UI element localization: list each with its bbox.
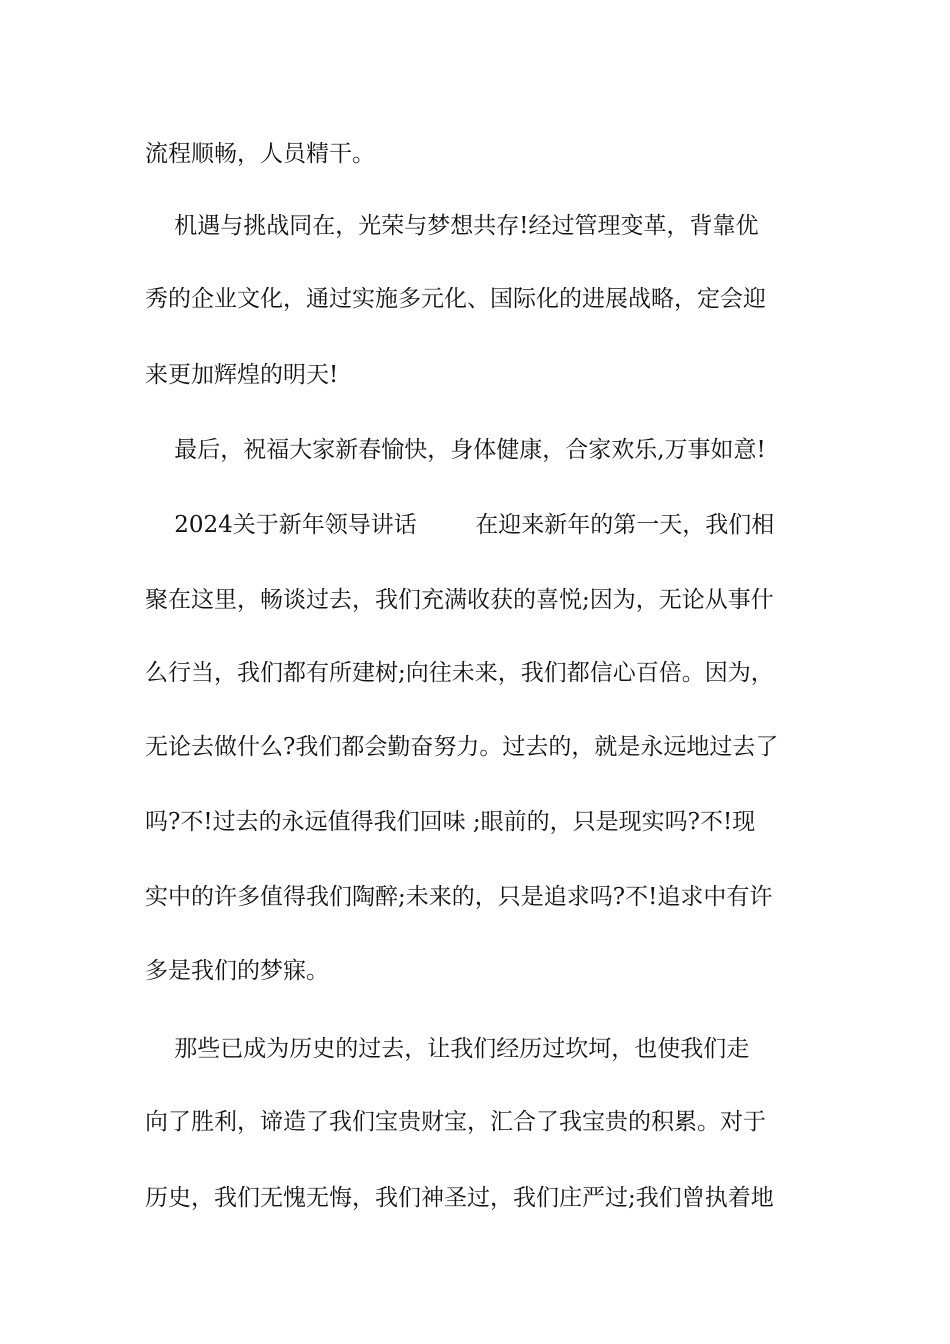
text-line: 最后，祝福大家新春愉快，身体健康，合家欢乐,万事如意!	[145, 437, 766, 463]
text-line: 实中的许多值得我们陶醉;未来的，只是追求吗?不!追求中有许	[145, 884, 773, 910]
text-line: 吗?不!过去的永远值得我们回味 ;眼前的，只是现实吗?不!现	[145, 809, 756, 835]
text-line: 多是我们的梦寐。	[145, 958, 329, 984]
text-line: 2024关于新年领导讲话 在迎来新年的第一天，我们相	[145, 512, 775, 538]
text-line: 机遇与挑战同在，光荣与梦想共存!经过管理变革，背靠优	[145, 213, 759, 239]
text-line: 来更加辉煌的明天!	[145, 362, 339, 388]
text-line: 流程顺畅，人员精干。	[145, 141, 375, 167]
text-line: 历史，我们无愧无悔，我们神圣过，我们庄严过;我们曾执着地	[145, 1185, 774, 1211]
text-line: 向了胜利，谛造了我们宝贵财宝，汇合了我宝贵的积累。对于	[145, 1109, 766, 1135]
text-line: 无论去做什么?我们都会勤奋努力。过去的，就是永远地过去了	[145, 734, 779, 760]
text-line: 么行当，我们都有所建树;向往未来，我们都信心百倍。因为，	[145, 660, 774, 686]
text-line: 聚在这里，畅谈过去，我们充满收获的喜悦;因为，无论从事什	[145, 587, 774, 613]
text-line: 那些已成为历史的过去，让我们经历过坎坷，也使我们走	[145, 1036, 750, 1062]
text-line: 秀的企业文化，通过实施多元化、国际化的进展战略，定会迎	[145, 286, 766, 312]
